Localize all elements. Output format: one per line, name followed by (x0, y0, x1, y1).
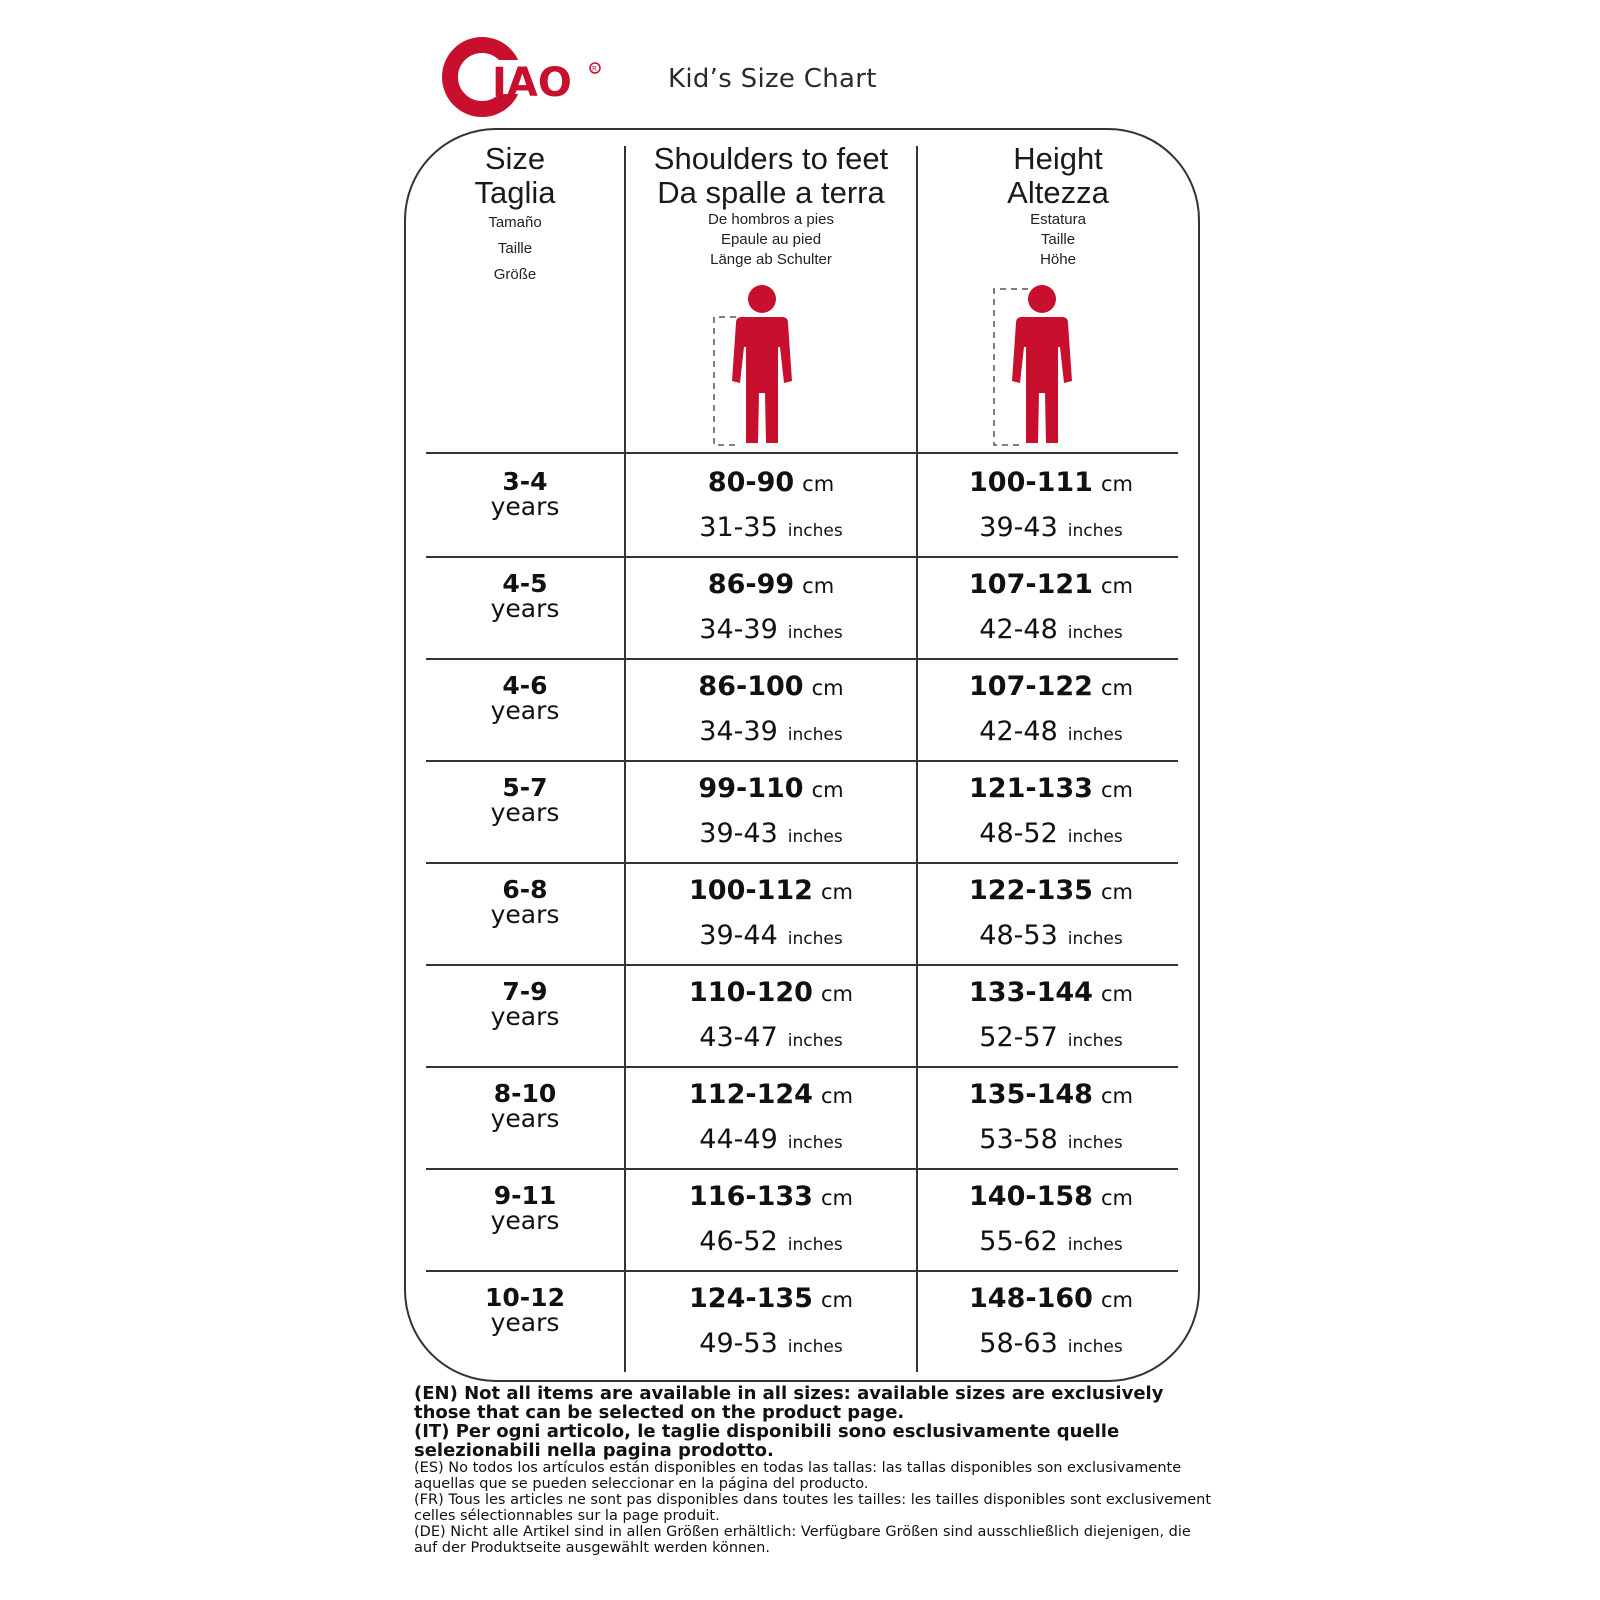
height-inches-value: 42-48 (979, 614, 1058, 645)
inch-unit: inches (1067, 1337, 1123, 1357)
shoulder-inches (626, 1013, 916, 1066)
shoulder-measure-cell (626, 974, 916, 1066)
shoulder-measure-cell (626, 1178, 916, 1270)
inch-unit: inches (787, 827, 843, 847)
height-cm-value: 135-148 (969, 1079, 1093, 1110)
shoulder-cm-value: 100-112 (689, 875, 813, 906)
height-cm (918, 1076, 1184, 1115)
header-size-label: Size (484, 141, 546, 176)
age-cell (426, 1283, 624, 1337)
height-measure-cell (918, 1076, 1184, 1168)
cm-unit: cm (820, 1288, 853, 1312)
height-inches-value: 58-63 (979, 1328, 1058, 1359)
height-cm-value: 107-121 (969, 569, 1093, 600)
shoulder-cm-value: 110-120 (689, 977, 813, 1008)
header-height (918, 142, 1198, 270)
shoulder-cm-value: 124-135 (689, 1283, 813, 1314)
shoulder-measure-cell (626, 668, 916, 760)
person-shoulder-measure-icon (708, 285, 818, 450)
inch-unit: inches (787, 1337, 843, 1357)
shoulder-cm-value: 86-100 (698, 671, 804, 702)
age-unit: years (490, 594, 560, 623)
header-shoulders-label-fr: Epaule au pied (720, 231, 822, 248)
age-cell (426, 1181, 624, 1235)
age-unit: years (490, 798, 560, 827)
shoulder-cm-value: 80-90 (707, 467, 795, 498)
cm-unit: cm (1100, 1288, 1133, 1312)
shoulder-cm-value: 112-124 (689, 1079, 813, 1110)
inch-unit: inches (1067, 1133, 1123, 1153)
cm-unit: cm (811, 676, 844, 700)
shoulder-cm (626, 1178, 916, 1217)
age-unit: years (490, 696, 560, 725)
table-row (426, 862, 1178, 966)
age-range: 7-9 (502, 977, 548, 1006)
inch-unit: inches (1067, 1235, 1123, 1255)
height-cm (918, 566, 1184, 605)
disclaimer (414, 1384, 1214, 1556)
age-range: 4-5 (502, 569, 548, 598)
height-measure-cell (918, 974, 1184, 1066)
header-height-label-it: Altezza (1007, 175, 1109, 210)
height-inches (918, 809, 1184, 862)
shoulder-cm-value: 86-99 (707, 569, 795, 600)
age-cell (426, 569, 624, 623)
header-shoulders-label-de: Länge ab Schulter (710, 251, 832, 268)
height-cm (918, 668, 1184, 707)
age-range: 8-10 (493, 1079, 557, 1108)
cm-unit: cm (1100, 880, 1133, 904)
header-size-label-es: Tamaño (488, 214, 542, 231)
shoulder-inches (626, 503, 916, 556)
shoulder-cm (626, 1076, 916, 1115)
inch-unit: inches (1067, 827, 1123, 847)
shoulder-inches-value: 34-39 (699, 716, 778, 747)
height-inches-value: 48-53 (979, 920, 1058, 951)
height-cm-value: 107-122 (969, 671, 1093, 702)
age-cell (426, 875, 624, 929)
svg-text:IAO: IAO (492, 60, 572, 106)
age-range: 10-12 (485, 1283, 565, 1312)
inch-unit: inches (787, 725, 843, 745)
height-cm (918, 770, 1184, 809)
header-size-label-it: Taglia (474, 175, 556, 210)
header-height-label: Height (1013, 141, 1103, 176)
shoulder-cm (626, 1280, 916, 1319)
age-range: 4-6 (502, 671, 548, 700)
age-range: 9-11 (493, 1181, 557, 1210)
age-cell (426, 671, 624, 725)
inch-unit: inches (787, 623, 843, 643)
shoulder-cm-value: 116-133 (689, 1181, 813, 1212)
height-inches-value: 55-62 (979, 1226, 1058, 1257)
height-inches (918, 1013, 1184, 1066)
disclaimer-it: (IT) Per ogni articolo, le taglie disponibili sono esclusivamente quelle selezionabili nella pagina prodotto. (414, 1421, 1120, 1461)
height-measure-cell (918, 872, 1184, 964)
inch-unit: inches (787, 929, 843, 949)
height-cm-value: 122-135 (969, 875, 1093, 906)
person-height-measure-icon (988, 285, 1098, 450)
inch-unit: inches (1067, 1031, 1123, 1051)
height-inches-value: 39-43 (979, 512, 1058, 543)
shoulder-inches-value: 34-39 (699, 614, 778, 645)
header-shoulders-label: Shoulders to feet (653, 141, 889, 176)
age-range: 6-8 (502, 875, 548, 904)
shoulder-inches (626, 911, 916, 964)
shoulder-measure-cell (626, 566, 916, 658)
height-cm-value: 133-144 (969, 977, 1093, 1008)
shoulder-measure-cell (626, 872, 916, 964)
cm-unit: cm (820, 1084, 853, 1108)
header-size-label-fr: Taille (497, 240, 533, 257)
shoulder-inches-value: 43-47 (699, 1022, 778, 1053)
header-shoulders-label-it: Da spalle a terra (657, 175, 885, 210)
height-measure-cell (918, 770, 1184, 862)
disclaimer-fr: (FR) Tous les articles ne sont pas disponibles dans toutes les tailles: les tailles disponibles sont exclusivement celles sélectionnables sur la page produit. (414, 1492, 1212, 1524)
age-unit: years (490, 1308, 560, 1337)
age-unit: years (490, 1206, 560, 1235)
shoulder-inches (626, 1217, 916, 1270)
cm-unit: cm (802, 574, 835, 598)
height-inches-value: 48-52 (979, 818, 1058, 849)
table-row (426, 1066, 1178, 1170)
shoulder-inches-value: 39-43 (699, 818, 778, 849)
height-measure-cell (918, 1280, 1184, 1372)
disclaimer-de: (DE) Nicht alle Artikel sind in allen Größen erhältlich: Verfügbare Größen sind ausschließlich diejenigen, die auf der Produktseite ausgewählt werden können. (414, 1524, 1191, 1556)
height-inches-value: 52-57 (979, 1022, 1058, 1053)
age-cell (426, 467, 624, 521)
cm-unit: cm (811, 778, 844, 802)
table-row (426, 454, 1178, 558)
height-cm (918, 974, 1184, 1013)
inch-unit: inches (1067, 623, 1123, 643)
inch-unit: inches (787, 1235, 843, 1255)
age-cell (426, 977, 624, 1031)
height-cm (918, 1178, 1184, 1217)
cm-unit: cm (1100, 1186, 1133, 1210)
inch-unit: inches (1067, 929, 1123, 949)
shoulder-inches-value: 31-35 (699, 512, 778, 543)
shoulder-cm (626, 566, 916, 605)
shoulder-inches-value: 49-53 (699, 1328, 778, 1359)
height-inches (918, 911, 1184, 964)
age-cell (426, 773, 624, 827)
height-inches (918, 1115, 1184, 1168)
cm-unit: cm (1100, 778, 1133, 802)
brand-logo (440, 32, 610, 122)
cm-unit: cm (820, 1186, 853, 1210)
cm-unit: cm (1100, 982, 1133, 1006)
table-row (426, 556, 1178, 660)
age-unit: years (490, 900, 560, 929)
age-range: 3-4 (502, 467, 548, 496)
cm-unit: cm (802, 472, 835, 496)
inch-unit: inches (787, 521, 843, 541)
cm-unit: cm (820, 982, 853, 1006)
cm-unit: cm (1100, 1084, 1133, 1108)
height-inches (918, 1319, 1184, 1372)
height-inches (918, 503, 1184, 556)
height-inches-value: 42-48 (979, 716, 1058, 747)
height-cm (918, 464, 1184, 503)
inch-unit: inches (787, 1133, 843, 1153)
height-measure-cell (918, 464, 1184, 556)
height-cm-value: 100-111 (969, 467, 1093, 498)
svg-text:R: R (592, 65, 597, 73)
age-unit: years (490, 1002, 560, 1031)
inch-unit: inches (1067, 725, 1123, 745)
height-measure-cell (918, 1178, 1184, 1270)
cm-unit: cm (1100, 676, 1133, 700)
shoulder-inches (626, 605, 916, 658)
shoulder-inches-value: 44-49 (699, 1124, 778, 1155)
height-measure-cell (918, 668, 1184, 760)
age-unit: years (490, 1104, 560, 1133)
shoulder-measure-cell (626, 770, 916, 862)
table-row (426, 1168, 1178, 1272)
shoulder-cm (626, 974, 916, 1013)
shoulder-cm (626, 872, 916, 911)
age-range: 5-7 (502, 773, 548, 802)
header-shoulders-label-es: De hombros a pies (708, 211, 834, 228)
shoulder-inches (626, 809, 916, 862)
height-measure-cell (918, 566, 1184, 658)
shoulder-inches (626, 707, 916, 760)
inch-unit: inches (1067, 521, 1123, 541)
cm-unit: cm (1100, 574, 1133, 598)
shoulder-inches (626, 1319, 916, 1372)
height-inches (918, 707, 1184, 760)
table-row (426, 964, 1178, 1068)
table-row (426, 1270, 1178, 1372)
height-cm-value: 148-160 (969, 1283, 1093, 1314)
size-chart-table (404, 128, 1200, 1382)
cm-unit: cm (1100, 472, 1133, 496)
cm-unit: cm (820, 880, 853, 904)
shoulder-measure-cell (626, 1076, 916, 1168)
disclaimer-es: (ES) No todos los artículos están disponibles en todas las tallas: las tallas disponibles son exclusivamente aquellas que se pueden seleccionar en la página del producto. (414, 1460, 1182, 1492)
header-shoulders (626, 142, 916, 270)
shoulder-cm-value: 99-110 (698, 773, 804, 804)
height-cm-value: 140-158 (969, 1181, 1093, 1212)
shoulder-inches (626, 1115, 916, 1168)
header-height-label-fr: Taille (1040, 231, 1076, 248)
height-inches (918, 605, 1184, 658)
height-cm (918, 872, 1184, 911)
height-inches (918, 1217, 1184, 1270)
page-title: Kid’s Size Chart (668, 64, 877, 94)
shoulder-measure-cell (626, 464, 916, 556)
shoulder-inches-value: 46-52 (699, 1226, 778, 1257)
age-cell (426, 1079, 624, 1133)
header-height-label-es: Estatura (1030, 211, 1086, 228)
height-inches-value: 53-58 (979, 1124, 1058, 1155)
header-size (406, 142, 624, 288)
shoulder-cm (626, 770, 916, 809)
age-unit: years (490, 492, 560, 521)
shoulder-cm (626, 668, 916, 707)
header-height-label-de: Höhe (1040, 251, 1076, 268)
shoulder-cm (626, 464, 916, 503)
disclaimer-en: (EN) Not all items are available in all sizes: available sizes are exclusively those that can be selected on the product page. (414, 1383, 1164, 1423)
shoulder-measure-cell (626, 1280, 916, 1372)
inch-unit: inches (787, 1031, 843, 1051)
height-cm-value: 121-133 (969, 773, 1093, 804)
table-row (426, 658, 1178, 762)
table-row (426, 760, 1178, 864)
shoulder-inches-value: 39-44 (699, 920, 778, 951)
header-size-label-de: Größe (493, 266, 537, 283)
height-cm (918, 1280, 1184, 1319)
